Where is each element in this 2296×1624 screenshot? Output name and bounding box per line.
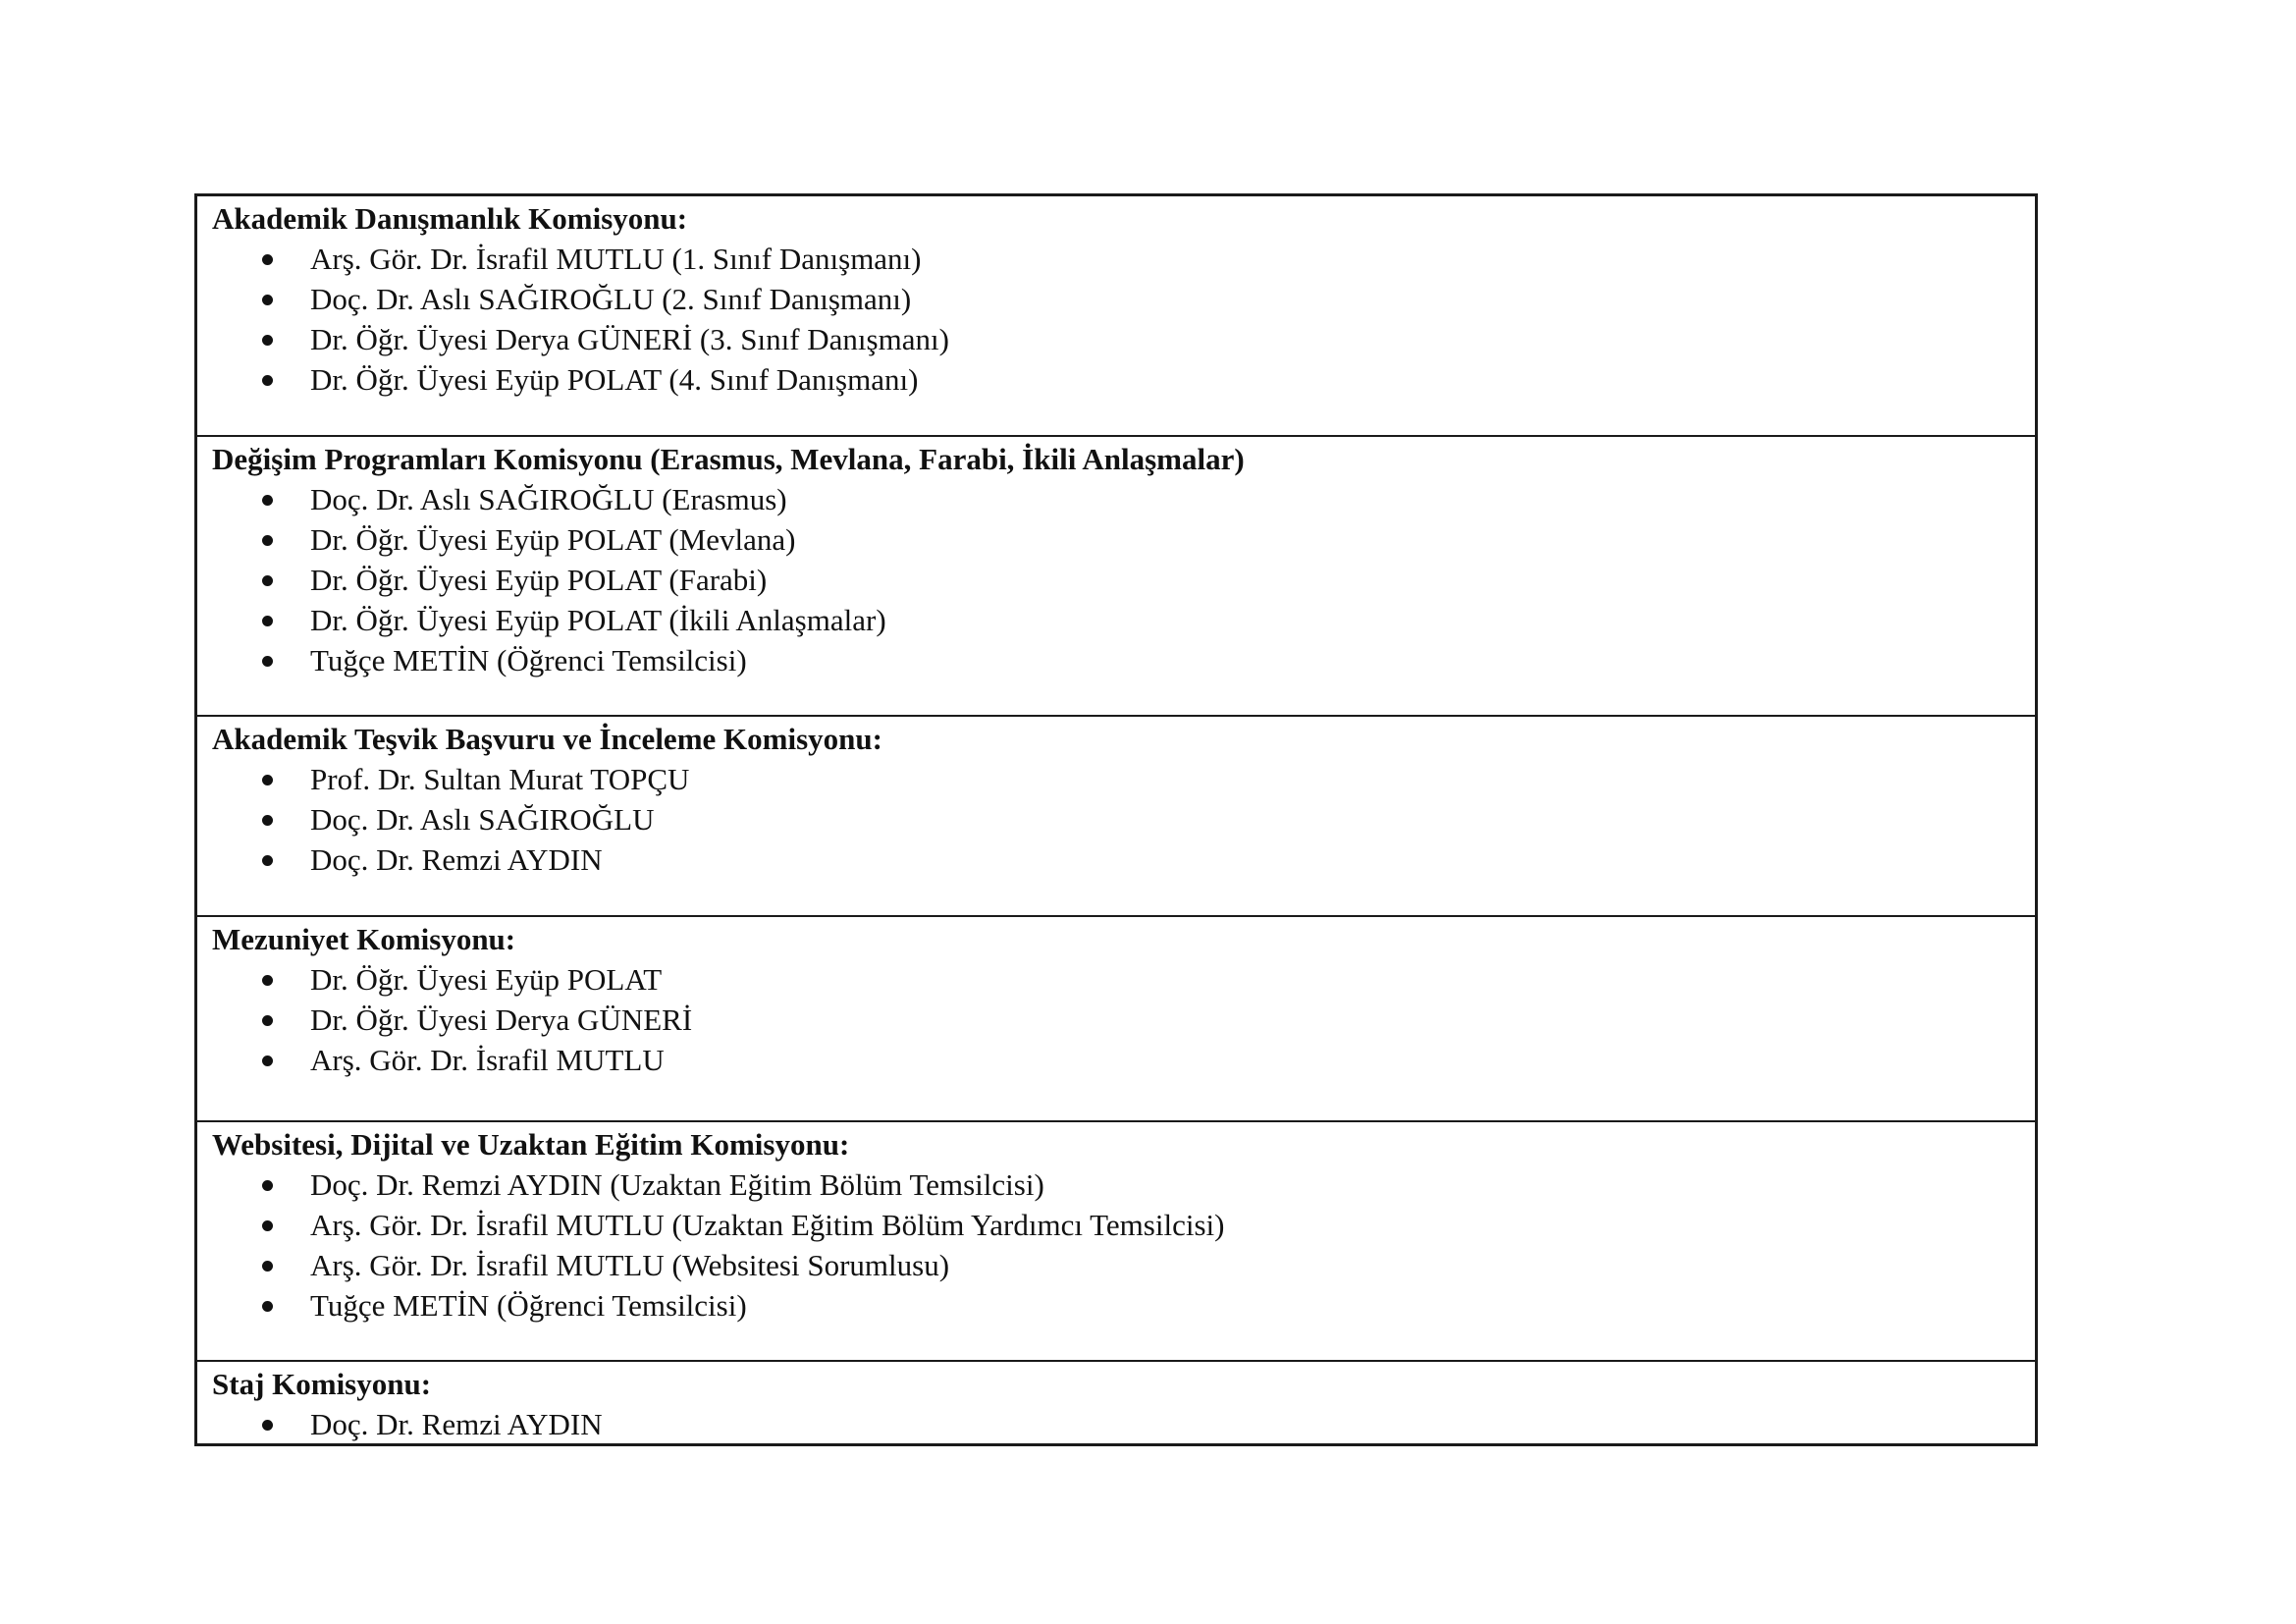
list-item <box>212 359 2035 400</box>
member-name: Dr. Öğr. Üyesi Eyüp POLAT (Mevlana) <box>310 522 796 557</box>
member-name: Arş. Gör. Dr. İsrafil MUTLU (Uzaktan Eğitim Bölüm Yardımcı Temsilcisi) <box>310 1208 1225 1242</box>
bullet-icon <box>262 1261 273 1272</box>
list-item <box>212 1164 2035 1205</box>
bullet-icon <box>262 295 273 305</box>
member-list <box>212 1404 2035 1444</box>
bullet-icon <box>262 1220 273 1231</box>
member-list <box>212 479 2035 680</box>
list-item <box>212 1404 2035 1444</box>
member-name: Doç. Dr. Remzi AYDIN <box>310 842 603 877</box>
member-name: Prof. Dr. Sultan Murat TOPÇU <box>310 762 690 796</box>
list-item <box>212 1245 2035 1285</box>
member-list <box>212 759 2035 880</box>
bullet-icon <box>262 855 273 866</box>
member-name: Doç. Dr. Aslı SAĞIROĞLU (2. Sınıf Danışmanı) <box>310 282 912 316</box>
committee-section-academic-advising <box>197 198 2035 437</box>
committee-section-internship <box>197 1364 2035 1443</box>
bullet-icon <box>262 656 273 667</box>
committee-table <box>194 193 2038 1446</box>
list-item <box>212 959 2035 1000</box>
list-item <box>212 640 2035 680</box>
bullet-icon <box>262 1420 273 1431</box>
member-name: Dr. Öğr. Üyesi Eyüp POLAT <box>310 962 663 997</box>
member-name: Dr. Öğr. Üyesi Derya GÜNERİ (3. Sınıf Danışmanı) <box>310 322 949 356</box>
member-name: Doç. Dr. Aslı SAĞIROĞLU <box>310 802 655 837</box>
list-item <box>212 1000 2035 1040</box>
bullet-icon <box>262 975 273 986</box>
committee-section-website-digital <box>197 1124 2035 1362</box>
list-item <box>212 560 2035 600</box>
section-title: Staj Komisyonu: <box>212 1367 432 1401</box>
member-name: Arş. Gör. Dr. İsrafil MUTLU (1. Sınıf Danışmanı) <box>310 242 922 276</box>
bullet-icon <box>262 254 273 265</box>
member-name: Tuğçe METİN (Öğrenci Temsilcisi) <box>310 643 747 677</box>
bullet-icon <box>262 335 273 346</box>
member-name: Dr. Öğr. Üyesi Eyüp POLAT (Farabi) <box>310 563 768 597</box>
list-item <box>212 239 2035 279</box>
list-item <box>212 759 2035 799</box>
member-name: Doç. Dr. Remzi AYDIN (Uzaktan Eğitim Bölüm Temsilcisi) <box>310 1167 1044 1202</box>
member-list <box>212 959 2035 1080</box>
member-name: Doç. Dr. Aslı SAĞIROĞLU (Erasmus) <box>310 482 787 516</box>
bullet-icon <box>262 815 273 826</box>
member-name: Arş. Gör. Dr. İsrafil MUTLU (Websitesi Sorumlusu) <box>310 1248 950 1282</box>
list-item <box>212 279 2035 319</box>
member-name: Dr. Öğr. Üyesi Eyüp POLAT (İkili Anlaşmalar) <box>310 603 886 637</box>
list-item <box>212 319 2035 359</box>
list-item <box>212 1285 2035 1326</box>
bullet-icon <box>262 375 273 386</box>
committee-section-exchange-programs <box>197 439 2035 717</box>
committee-section-graduation <box>197 919 2035 1122</box>
bullet-icon <box>262 1180 273 1191</box>
section-title: Akademik Teşvik Başvuru ve İnceleme Komisyonu: <box>212 722 882 756</box>
list-item <box>212 600 2035 640</box>
list-item <box>212 519 2035 560</box>
section-title: Websitesi, Dijital ve Uzaktan Eğitim Komisyonu: <box>212 1127 850 1162</box>
list-item <box>212 839 2035 880</box>
list-item <box>212 1040 2035 1080</box>
committee-section-academic-incentive <box>197 719 2035 917</box>
bullet-icon <box>262 775 273 785</box>
member-name: Dr. Öğr. Üyesi Derya GÜNERİ <box>310 1002 693 1037</box>
bullet-icon <box>262 535 273 546</box>
bullet-icon <box>262 495 273 506</box>
member-name: Doç. Dr. Remzi AYDIN <box>310 1407 603 1441</box>
bullet-icon <box>262 1056 273 1066</box>
member-name: Tuğçe METİN (Öğrenci Temsilcisi) <box>310 1288 747 1323</box>
list-item <box>212 479 2035 519</box>
member-list <box>212 1164 2035 1326</box>
section-title: Değişim Programları Komisyonu (Erasmus, Mevlana, Farabi, İkili Anlaşmalar) <box>212 442 1245 476</box>
list-item <box>212 799 2035 839</box>
member-list <box>212 239 2035 400</box>
list-item <box>212 1205 2035 1245</box>
member-name: Dr. Öğr. Üyesi Eyüp POLAT (4. Sınıf Danışmanı) <box>310 362 919 397</box>
section-title: Akademik Danışmanlık Komisyonu: <box>212 201 688 236</box>
bullet-icon <box>262 1015 273 1026</box>
bullet-icon <box>262 616 273 626</box>
section-title: Mezuniyet Komisyonu: <box>212 922 516 956</box>
bullet-icon <box>262 575 273 586</box>
member-name: Arş. Gör. Dr. İsrafil MUTLU <box>310 1043 665 1077</box>
bullet-icon <box>262 1301 273 1312</box>
